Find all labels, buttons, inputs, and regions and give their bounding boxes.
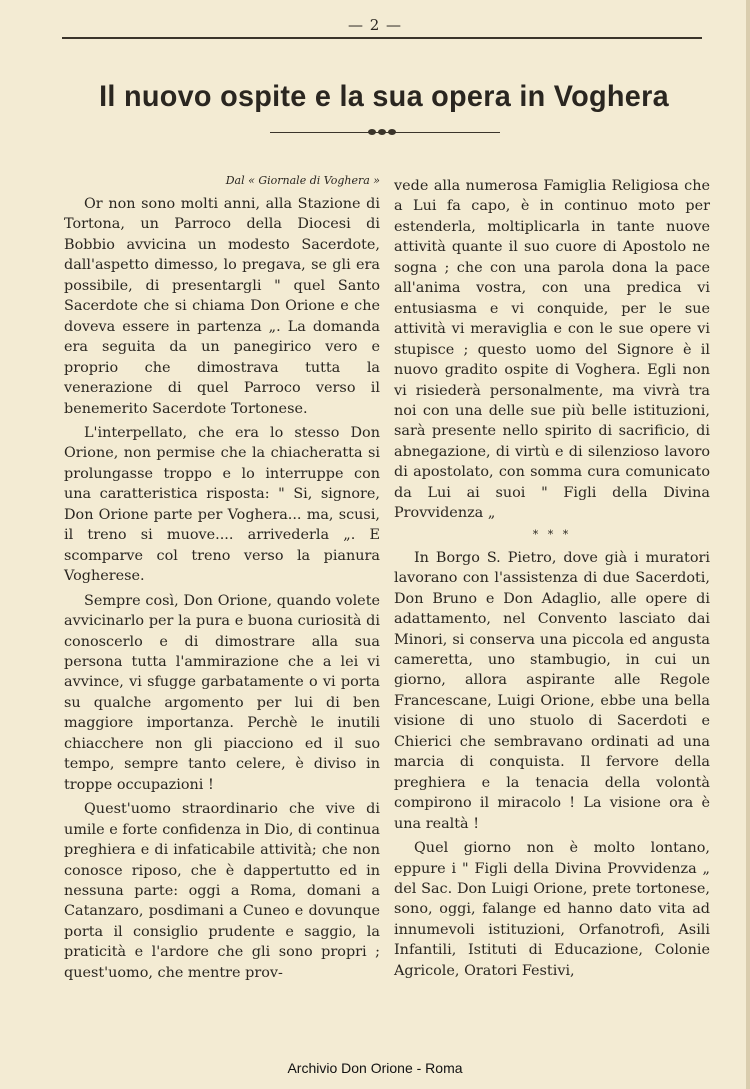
section-separator: * * *: [532, 527, 572, 541]
page-number: — 2 —: [347, 16, 403, 34]
title-ornament: [270, 128, 500, 138]
paragraph: In Borgo S. Pietro, dove già i muratori lavorano con l'assistenza di due Sacerdoti, Don Bruno e Don Adaglio, alle opere di adattamento, nel Convento lasciato dai Minori, si conserva una piccola ed angusta cameretta, uno stambugio, in cui un giorno, allora aspirante alle Regole Francescane, Luigi Orione, ebbe una bella visione di uno stuolo di Sacerdoti e Chierici che sembravano ordinati ad una marcia di conquista. Il fervore della preghiera e la tenacia della volontà compirono il miracolo ! La visione ora è una realtà !: [394, 549, 710, 832]
paragraph: Quest'uomo straordinario che vive di umile e forte confidenza in Dio, di continua preghiera e di infaticabile attività; che non conosce riposo, che è dappertutto ed in nessuna parte: oggi a Roma, domani a Catanzaro, posdimani a Cuneo e dovunque porta il consiglio prudente e saggio, la praticità e l'ardore che gli sono propri ; quest'uomo, che mentre prov-: [64, 801, 380, 981]
paragraph: Or non sono molti anni, alla Stazione di Tortona, un Parroco della Diocesi di Bobbio avvicina un modesto Sacerdote, dall'aspetto dimesso, lo pregava, se gli era possibile, di presentargli " quel Santo Sacerdote che si chiama Don Orione e che doveva essere in partenza „. La domanda era seguita da un panegirico vero e proprio che dimostrava tutta la venerazione di quel Parroco verso il benemerito Sacerdote Tortonese.: [64, 196, 380, 417]
paragraph: Quel giorno non è molto lontano, eppure i " Figli della Divina Provvidenza „ del Sac. Don Luigi Orione, prete tortonese, sono, oggi, falange ed hanno dato vita ad innumevoli istituzioni, Orfanotrofi, Asili Infantili, Istituti di Educazione, Colonie Agricole, Oratori Festivi,: [394, 840, 710, 979]
archive-label: Archivio Don Orione - Roma: [287, 1060, 463, 1076]
paragraph: L'interpellato, che era lo stesso Don Orione, non permise che la chiacheratta si prolungasse troppo e lo interruppe con una caratteristica risposta: " Si, signore, Don Orione parte per Voghera... ma, scusi, il treno si muove.... arrivederla „. E scomparve col treno verso la pianura Vogherese.: [64, 424, 380, 585]
article-title: Il nuovo ospite e la sua opera in Voghera: [99, 80, 669, 113]
top-rule: [62, 37, 702, 39]
page-edge: [746, 0, 750, 1089]
right-column: [394, 176, 710, 985]
left-column: [64, 174, 380, 987]
paragraph-continued: vede alla numerosa Famiglia Religiosa che a Lui fa capo, è in continuo moto per estenderla, moltiplicarla in tante nuove attività quante il suo cuore di Apostolo ne sogna ; che con una parola dona la pace all'anima vostra, con una predica vi entusiasma e vi conquide, per le sue attività vi meraviglia e con le sue opere vi stupisce ; questo uomo del Signore è il nuovo gradito ospite di Voghera. Egli non vi risiederà personalmente, ma vivrà tra noi con una delle sue più belle istituzioni, sarà presente nello spirito di sacrificio, di abnegazione, di virtù e di silenzioso lavoro di apostolato, con somma cura comunicato da Lui ai suoi " Figli della Divina Provvidenza „: [394, 178, 710, 522]
paragraph: Sempre così, Don Orione, quando volete avvicinarlo per la pura e buona curiosità di conoscerlo e di dimostrare alla sua persona tutta l'ammirazione che a lei vi avvince, vi sfugge garbatamente o vi porta su qualche argomento per lui di ben maggiore importanza. Perchè le inutili chiacchere non gli piacciono ed il suo tempo, sempre tanto celere, è diviso in troppe occupazioni !: [64, 592, 380, 793]
article-source: Dal « Giornale di Voghera »: [225, 174, 380, 187]
